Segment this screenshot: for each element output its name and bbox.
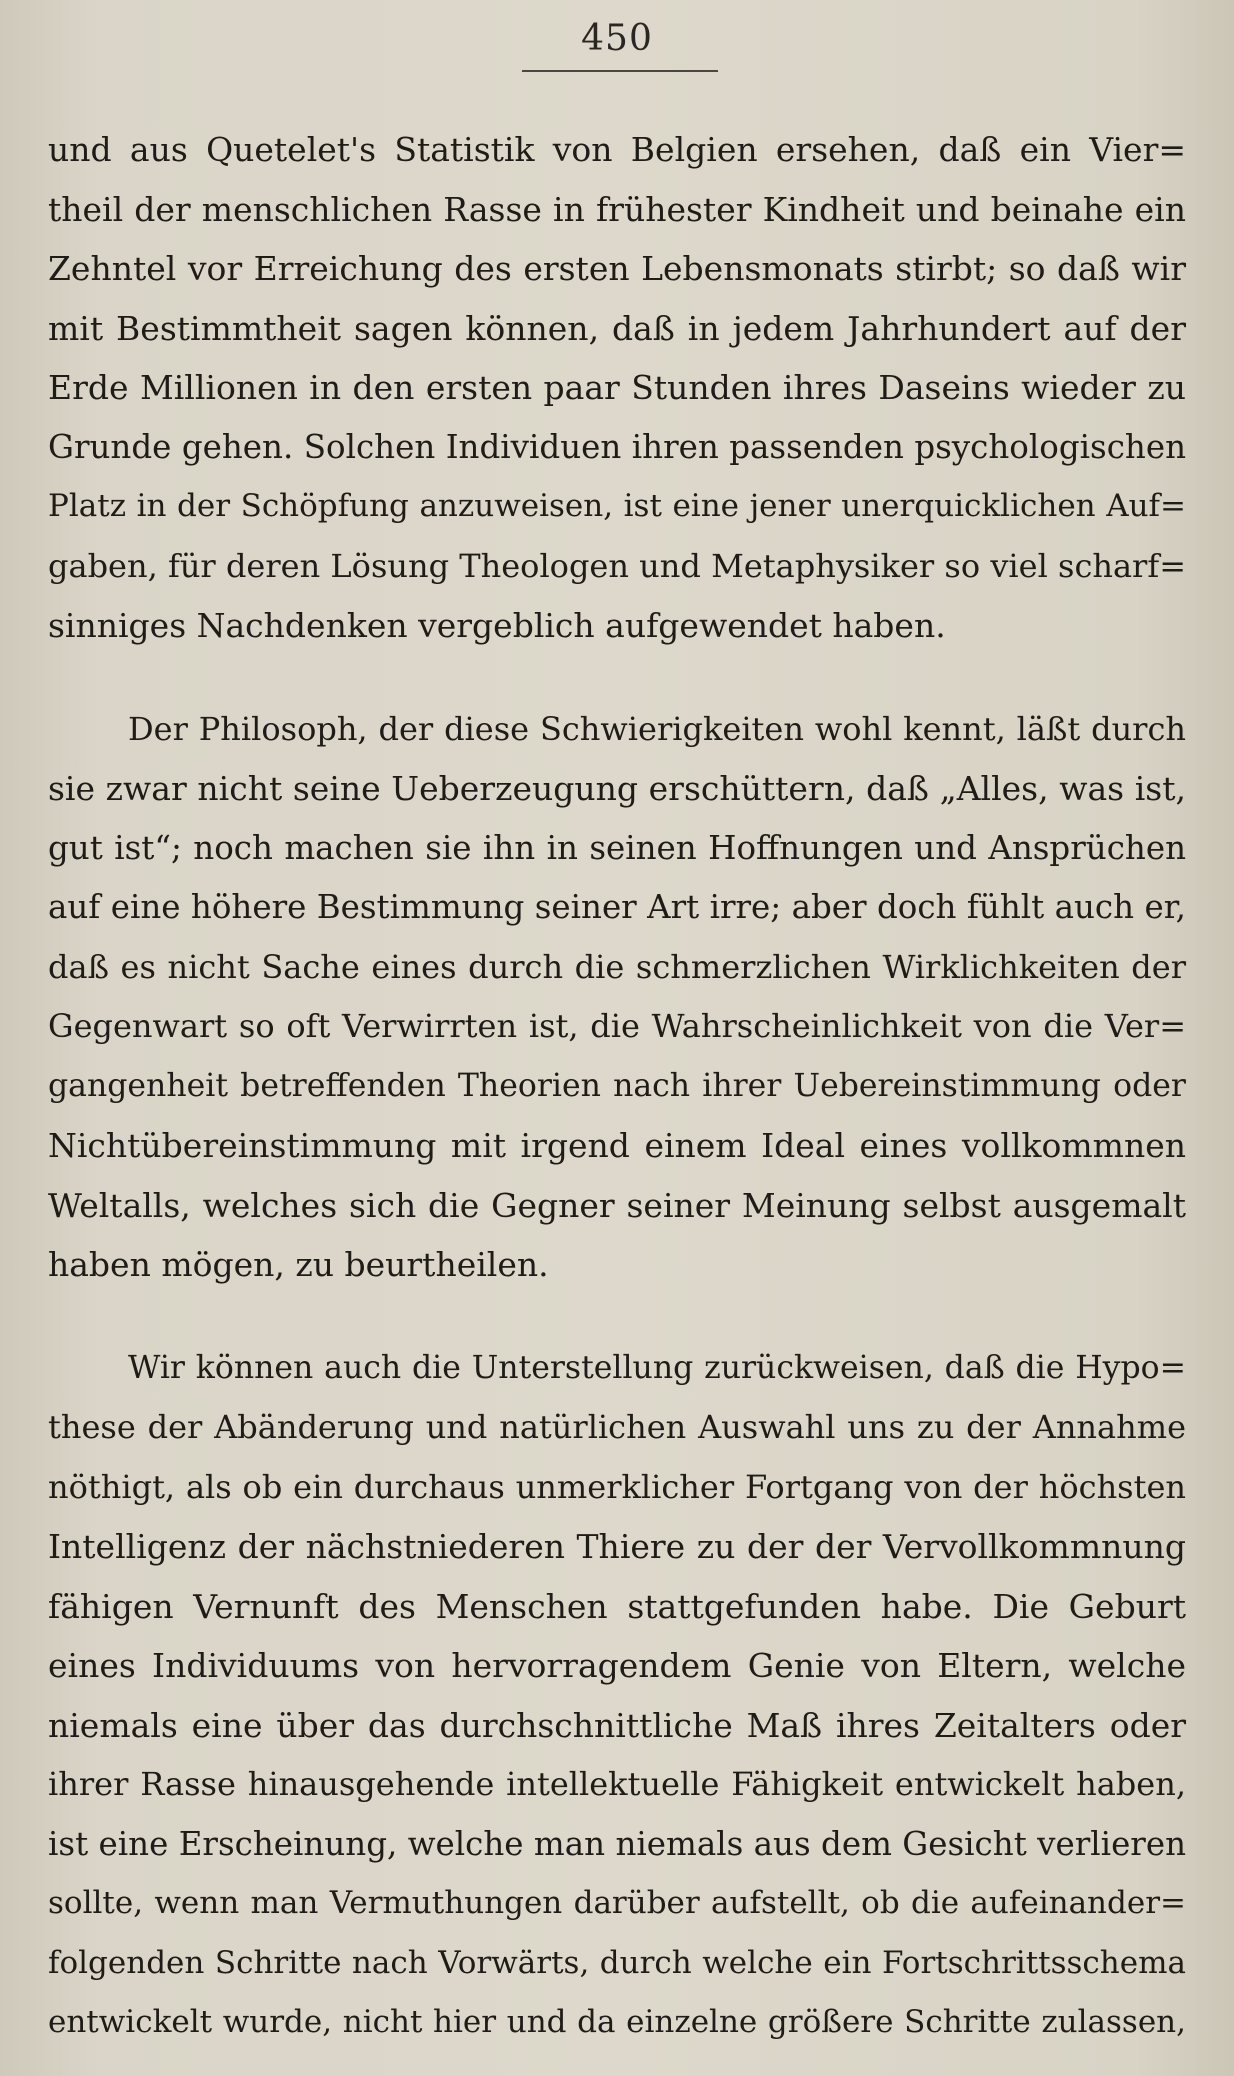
text-line: fähigen Vernunft des Menschen stattgefunden habe. Die Geburt (48, 1586, 1186, 1626)
text-line: Der Philosoph, der diese Schwierigkeiten wohl kennt, läßt durch (128, 709, 1186, 748)
text-line: these der Abänderung und natürlichen Auswahl uns zu der Annahme (48, 1408, 1186, 1446)
text-line: gangenheit betreffenden Theorien nach ihrer Uebereinstimmung oder (48, 1067, 1186, 1104)
text-line: theil der menschlichen Rasse in frühester Kindheit und beinahe ein (48, 189, 1186, 229)
text-line: eines Individuums von hervorragendem Genie von Eltern, welche (48, 1646, 1186, 1685)
text-line: ihrer Rasse hinausgehende intellektuelle Fähigkeit entwickelt haben, (48, 1765, 1186, 1803)
text-line: auf eine höhere Bestimmung seiner Art irre; aber doch fühlt auch er, (48, 888, 1186, 926)
text-line: niemals eine über das durchschnittliche Maß ihres Zeitalters oder (48, 1705, 1186, 1745)
text-line: und aus Quetelet's Statistik von Belgien ersehen, daß ein Vier= (48, 130, 1186, 169)
text-line: Weltalls, welches sich die Gegner seiner Meinung selbst ausgemalt (48, 1185, 1186, 1225)
text-line: nöthigt, als ob ein durchaus unmerklicher Fortgang von der höchsten (48, 1467, 1186, 1506)
text-line: Zehntel vor Erreichung des ersten Lebensmonats stirbt; so daß wir (48, 249, 1186, 288)
text-line: Intelligenz der nächstniederen Thiere zu der der Vervollkommnung (48, 1527, 1186, 1566)
text-line: gut ist“; noch machen sie ihn in seinen Hoffnungen und Ansprüchen (48, 828, 1186, 867)
paragraph-1 (48, 120, 1186, 656)
text-line: entwickelt wurde, nicht hier und da einzelne größere Schritte zulassen, (48, 2004, 1186, 2040)
text-line: Nichtübereinstimmung mit irgend einem Ideal eines vollkommnen (48, 1126, 1186, 1165)
text-line: sollte, wenn man Vermuthungen darüber aufstellt, ob die aufeinander= (48, 1885, 1186, 1921)
body-text (48, 120, 1186, 2053)
text-line: sie zwar nicht seine Ueberzeugung erschüttern, daß „Alles, was ist, (48, 769, 1186, 808)
text-line: daß es nicht Sache eines durch die schmerzlichen Wirklichkeiten der (48, 947, 1186, 986)
text-line: Wir können auch die Unterstellung zurückweisen, daß die Hypo= (128, 1349, 1186, 1386)
text-line: Grunde gehen. Solchen Individuen ihren passenden psychologischen (48, 427, 1186, 466)
text-line: folgenden Schritte nach Vorwärts, durch welche ein Fortschrittsschema (48, 1944, 1186, 1981)
text-line: sinniges Nachdenken vergeblich aufgewendet haben. (48, 606, 946, 645)
text-line: haben mögen, zu beurtheilen. (48, 1245, 549, 1284)
paragraph-3 (48, 1339, 1186, 2053)
text-line: Gegenwart so oft Verwirrten ist, die Wahrscheinlichkeit von die Ver= (48, 1007, 1186, 1045)
paragraph-2 (48, 700, 1186, 1295)
text-line: Erde Millionen in den ersten paar Stunden ihres Daseins wieder zu (48, 368, 1186, 407)
header-rule (522, 70, 718, 72)
text-line: mit Bestimmtheit sagen können, daß in jedem Jahrhundert auf der (48, 308, 1186, 348)
text-line: ist eine Erscheinung, welche man niemals aus dem Gesicht verlieren (48, 1824, 1186, 1863)
text-line: gaben, für deren Lösung Theologen und Metaphysiker so viel scharf= (48, 546, 1186, 585)
page-number: 450 (581, 18, 653, 59)
text-line: Platz in der Schöpfung anzuweisen, ist eine jener unerquicklichen Auf= (48, 488, 1186, 524)
